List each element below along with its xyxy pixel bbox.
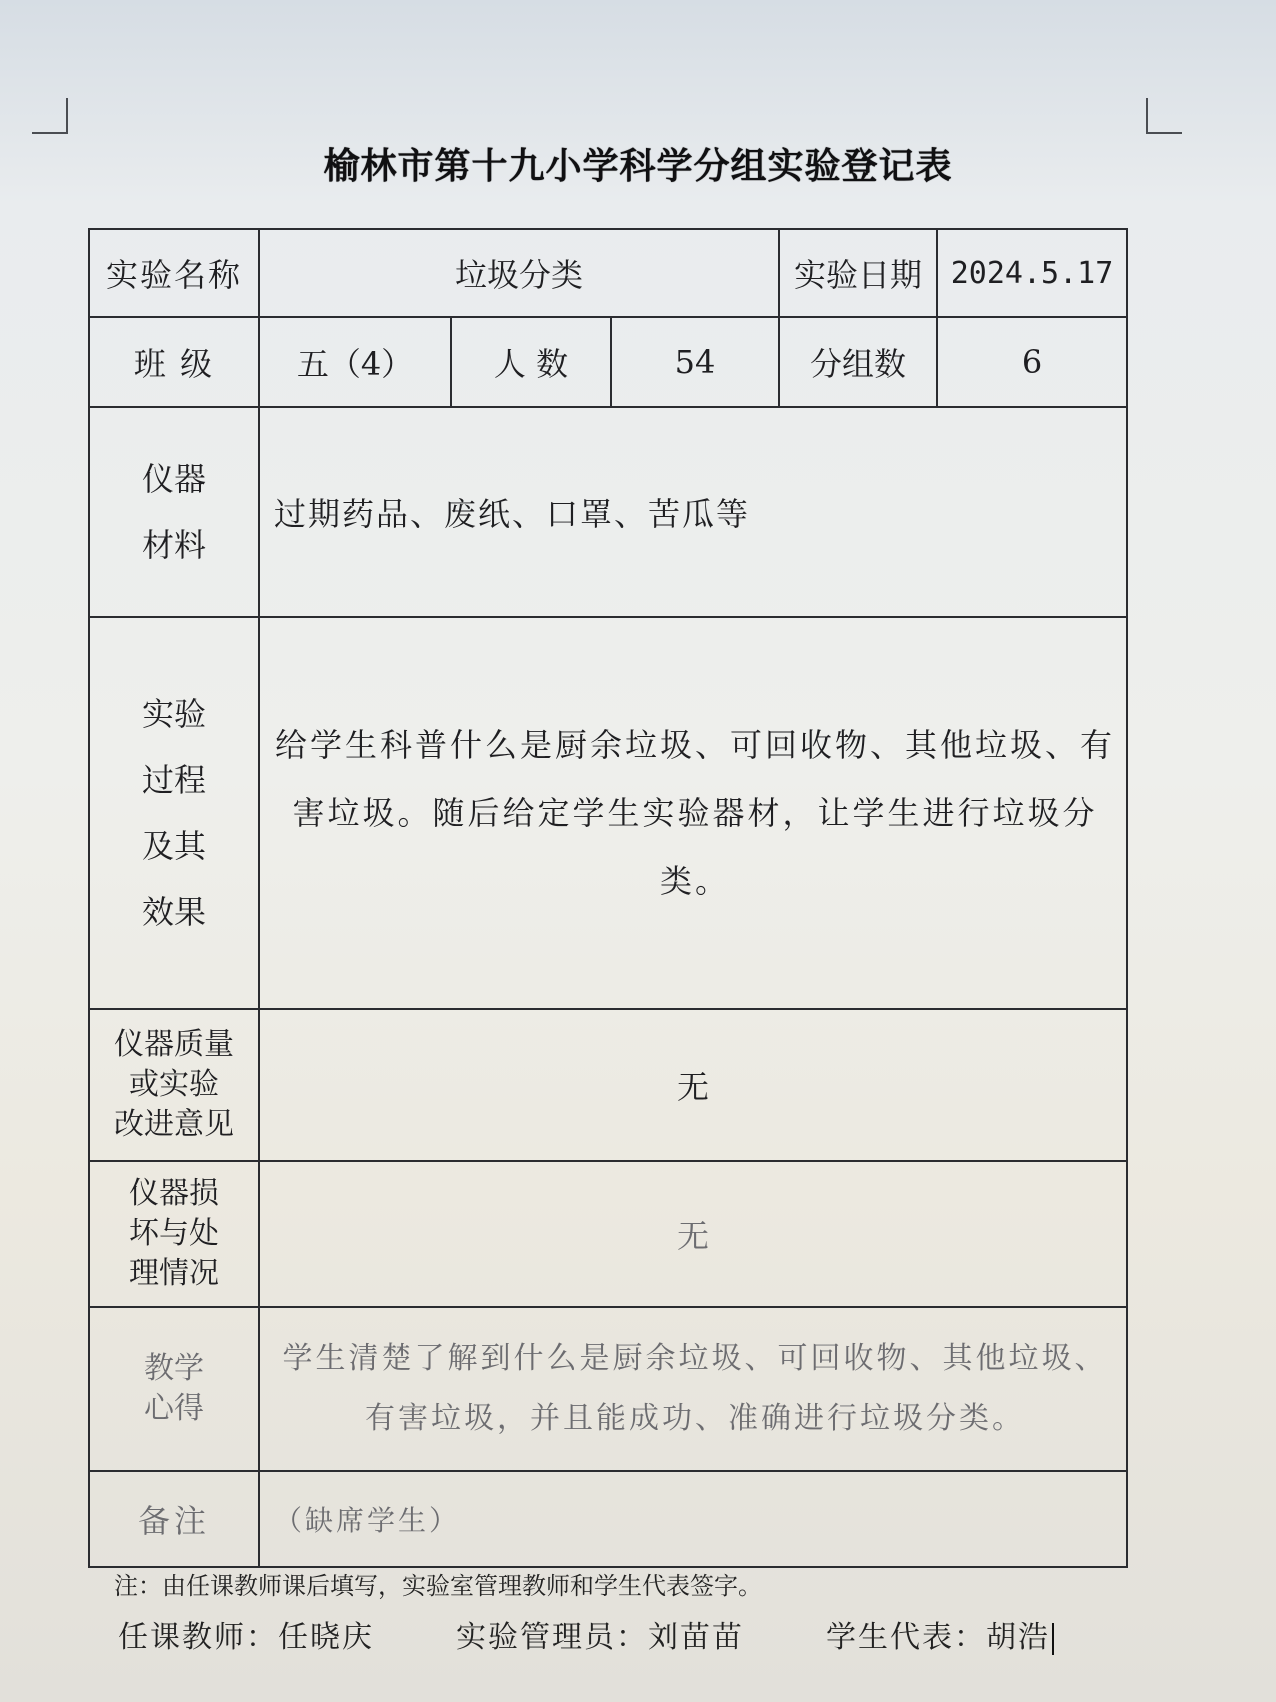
materials-label-line: 仪器 <box>141 460 206 498</box>
manager-signature: 实验管理员：刘苗苗 <box>456 1620 744 1655</box>
table-row <box>89 1471 1127 1567</box>
experiment-date-label: 实验日期 <box>779 229 937 317</box>
table-row <box>89 617 1127 1009</box>
registration-table <box>88 228 1128 1568</box>
table-row <box>89 1307 1127 1471</box>
experiment-name-value: 垃圾分类 <box>259 229 779 317</box>
quality-value: 无 <box>259 1009 1127 1161</box>
crop-mark-top-left <box>32 98 68 134</box>
group-count-label: 分组数 <box>779 317 937 407</box>
process-label-line: 实验 <box>141 695 206 733</box>
damage-label <box>89 1161 259 1307</box>
table-row <box>89 1009 1127 1161</box>
teaching-label <box>89 1307 259 1471</box>
quality-label <box>89 1009 259 1161</box>
page-title: 榆林市第十九小学科学分组实验登记表 <box>323 145 953 187</box>
text-cursor <box>1052 1623 1054 1655</box>
remarks-value: （缺席学生） <box>259 1471 1127 1567</box>
process-label-line: 过程 <box>141 761 206 799</box>
teaching-value: 学生清楚了解到什么是厨余垃圾、可回收物、其他垃圾、有害垃圾，并且能成功、准确进行垃圾分类。 <box>259 1307 1127 1471</box>
footnote: 注：由任课教师课后填写，实验室管理教师和学生代表签字。 <box>114 1572 762 1600</box>
class-label: 班 级 <box>89 317 259 407</box>
table-row <box>89 407 1127 617</box>
student-count-value: 54 <box>611 317 779 407</box>
materials-label <box>89 407 259 617</box>
group-count-value: 6 <box>937 317 1127 407</box>
table-row <box>89 1161 1127 1307</box>
materials-value: 过期药品、废纸、口罩、苦瓜等 <box>259 407 1127 617</box>
remarks-label: 备注 <box>89 1471 259 1567</box>
teacher-signature: 任课教师：任晓庆 <box>118 1620 374 1655</box>
damage-label-line: 仪器损 <box>129 1176 219 1211</box>
damage-label-line: 坏与处 <box>129 1216 219 1251</box>
teaching-label-line: 教学 <box>144 1351 204 1386</box>
table-row <box>89 317 1127 407</box>
process-label-line: 及其 <box>141 827 206 865</box>
quality-label-line: 仪器质量 <box>114 1027 234 1062</box>
teaching-label-line: 心得 <box>144 1391 204 1426</box>
crop-mark-top-right <box>1146 98 1182 134</box>
quality-label-line: 或实验 <box>129 1067 219 1102</box>
experiment-name-label: 实验名称 <box>89 229 259 317</box>
process-label-line: 效果 <box>141 893 206 931</box>
process-value: 给学生科普什么是厨余垃圾、可回收物、其他垃圾、有害垃圾。随后给定学生实验器材，让学生进行垃圾分类。 <box>259 617 1127 1009</box>
process-label <box>89 617 259 1009</box>
student-signature-text: 学生代表：胡浩 <box>826 1620 1050 1655</box>
class-value: 五（4） <box>259 317 451 407</box>
materials-label-line: 材料 <box>141 526 206 564</box>
table-row <box>89 229 1127 317</box>
experiment-date-value: 2024.5.17 <box>937 229 1127 317</box>
student-signature <box>826 1612 1054 1656</box>
quality-label-line: 改进意见 <box>114 1107 234 1142</box>
student-count-label: 人 数 <box>451 317 611 407</box>
damage-value: 无 <box>259 1161 1127 1307</box>
damage-label-line: 理情况 <box>129 1256 219 1291</box>
